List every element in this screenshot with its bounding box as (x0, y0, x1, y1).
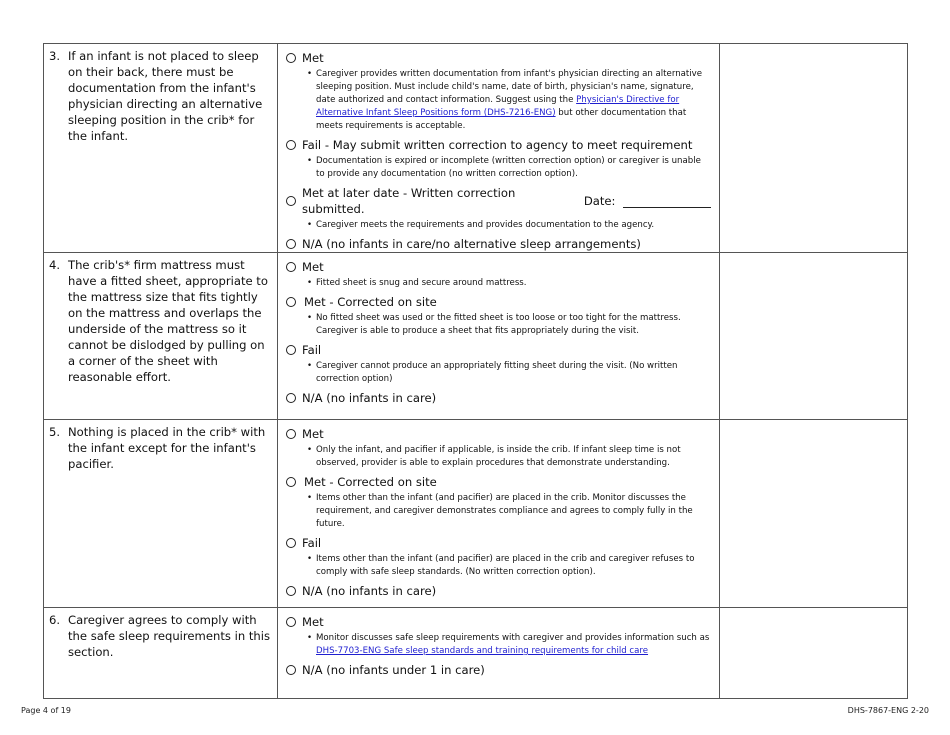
notes-cell[interactable] (720, 253, 908, 420)
form-id: DHS-7867-ENG 2-20 (847, 706, 929, 715)
guidance-note (286, 632, 711, 658)
option-na[interactable] (286, 390, 711, 406)
guidance-text: Caregiver cannot produce an appropriately fitting sheet during the visit. (No written correction option) (316, 361, 678, 384)
requirement-number: 6. (49, 613, 61, 627)
radio-button[interactable] (286, 617, 296, 627)
radio-button[interactable] (286, 345, 296, 355)
option-met[interactable] (286, 50, 711, 66)
option-na[interactable] (286, 583, 711, 599)
guidance-note (286, 492, 711, 531)
radio-button[interactable] (286, 665, 296, 675)
bullet-icon: • (307, 156, 313, 166)
option-met[interactable] (286, 259, 711, 275)
option-label: Met (302, 427, 324, 441)
option-label: Fail (302, 343, 322, 357)
guidance-text: Documentation is expired or incomplete (written correction option) or caregiver is unable to provide any documentation (no written correction option). (316, 156, 701, 179)
radio-button[interactable] (286, 429, 296, 439)
requirement-text: Caregiver agrees to comply with the safe sleep requirements in this section. (68, 613, 271, 659)
radio-button[interactable] (286, 586, 296, 596)
radio-button[interactable] (286, 140, 296, 150)
option-label: Met at later date - Written correction submitted. (302, 186, 516, 216)
radio-button[interactable] (286, 538, 296, 548)
guidance-text: Caregiver provides written documentation from infant's physician directing an alternative sleeping position. Must include child's name, date of birth, physician's name, signature, date authorized and contact information. Suggest using the (316, 69, 703, 105)
bullet-icon: • (307, 313, 313, 323)
requirements-table (43, 43, 908, 699)
guidance-note (286, 360, 711, 386)
bullet-icon: • (307, 278, 313, 288)
option-label: Met (302, 615, 324, 629)
guidance-text: Items other than the infant (and pacifier) are placed in the crib and caregiver refuses to comply with safe sleep standards. (No written correction option). (316, 554, 695, 577)
table-row (44, 420, 908, 608)
options-cell (278, 44, 720, 253)
options-cell (278, 608, 720, 699)
guidance-text: Monitor discusses safe sleep requirements with caregiver and provides information such as (316, 633, 710, 643)
radio-button[interactable] (286, 196, 296, 206)
radio-button[interactable] (286, 477, 296, 487)
table-row (44, 253, 908, 420)
radio-button[interactable] (286, 393, 296, 403)
guidance-note (286, 155, 711, 181)
guidance-text: Only the infant, and pacifier if applicable, is inside the crib. If infant sleep time is not observed, provider is able to explain procedures that demonstrate understanding. (316, 445, 681, 468)
guidance-note (286, 444, 711, 470)
option-label: Met (302, 51, 324, 65)
guidance-note (286, 312, 711, 338)
guidance-text: but other documentation that meets requirements is acceptable. (316, 108, 687, 131)
option-fail[interactable] (286, 137, 711, 153)
requirement-cell (44, 608, 278, 699)
bullet-icon: • (307, 554, 313, 564)
requirement-text: If an infant is not placed to sleep on their back, there must be documentation from the infant's physician directing an alternative sleeping position in the crib* for the infant. (68, 49, 263, 143)
notes-cell[interactable] (720, 44, 908, 253)
requirement-number: 3. (49, 49, 61, 63)
option-label: Fail - May submit written correction to agency to meet requirement (302, 138, 693, 152)
option-met[interactable] (286, 614, 711, 630)
requirement-text: Nothing is placed in the crib* with the infant except for the infant's pacifier. (68, 425, 266, 471)
requirement-cell (44, 420, 278, 608)
radio-button[interactable] (286, 262, 296, 272)
guidance-note (286, 277, 711, 290)
bullet-icon: • (307, 220, 313, 230)
notes-cell[interactable] (720, 420, 908, 608)
option-label: Met (302, 260, 324, 274)
date-label: Date: (583, 194, 616, 208)
options-cell (278, 420, 720, 608)
requirement-cell (44, 44, 278, 253)
physicians-directive-link[interactable]: Physician's Directive for Alternative Infant Sleep Positions form (DHS-7216-ENG) (316, 95, 680, 118)
option-met-corrected[interactable] (286, 294, 711, 310)
bullet-icon: • (307, 633, 313, 643)
option-met-corrected[interactable] (286, 474, 711, 490)
option-label: N/A (no infants in care/no alternative sleep arrangements) (302, 237, 641, 251)
options-cell (278, 253, 720, 420)
bullet-icon: • (307, 445, 313, 455)
requirement-text: The crib's* firm mattress must have a fitted sheet, appropriate to the mattress size that fits tightly on the mattress and overlaps the underside of the mattress so it cannot be dislodged by pulling on a corner of the sheet with reasonable effort. (68, 258, 268, 384)
guidance-text: Fitted sheet is snug and secure around mattress. (316, 278, 527, 288)
bullet-icon: • (307, 493, 313, 503)
bullet-icon: • (307, 361, 313, 371)
guidance-text: Caregiver meets the requirements and provides documentation to the agency. (316, 220, 655, 230)
guidance-note (286, 553, 711, 579)
safe-sleep-standards-link[interactable]: DHS-7703-ENG Safe sleep standards and training requirements for child care (316, 646, 649, 656)
page-number: Page 4 of 19 (21, 706, 71, 715)
option-label: N/A (no infants in care) (302, 391, 437, 405)
date-field[interactable] (623, 195, 711, 208)
option-label: Fail (302, 536, 322, 550)
option-label: N/A (no infants under 1 in care) (302, 663, 485, 677)
radio-button[interactable] (286, 53, 296, 63)
table-row (44, 608, 908, 699)
radio-button[interactable] (286, 297, 296, 307)
requirement-number: 5. (49, 425, 61, 439)
radio-button[interactable] (286, 239, 296, 249)
option-na[interactable] (286, 662, 711, 678)
option-fail[interactable] (286, 342, 711, 358)
guidance-note (286, 219, 711, 232)
bullet-icon: • (307, 69, 313, 79)
requirement-cell (44, 253, 278, 420)
option-label: N/A (no infants in care) (302, 584, 437, 598)
option-fail[interactable] (286, 535, 711, 551)
option-met-later[interactable] (286, 185, 711, 217)
option-na[interactable] (286, 236, 711, 252)
option-met[interactable] (286, 426, 711, 442)
notes-cell[interactable] (720, 608, 908, 699)
guidance-text: Items other than the infant (and pacifier) are placed in the crib. Monitor discusses the requirement, and caregiver demonstrates compliance and agrees to comply fully in the future. (316, 493, 693, 529)
requirement-number: 4. (49, 258, 61, 272)
option-label: Met - Corrected on site (304, 295, 437, 309)
guidance-text: No fitted sheet was used or the fitted sheet is too loose or too tight for the mattress. Caregiver is able to produce a sheet that fits appropriately during the visit. (316, 313, 681, 336)
guidance-note (286, 68, 711, 133)
option-label: Met - Corrected on site (304, 475, 437, 489)
table-row (44, 44, 908, 253)
